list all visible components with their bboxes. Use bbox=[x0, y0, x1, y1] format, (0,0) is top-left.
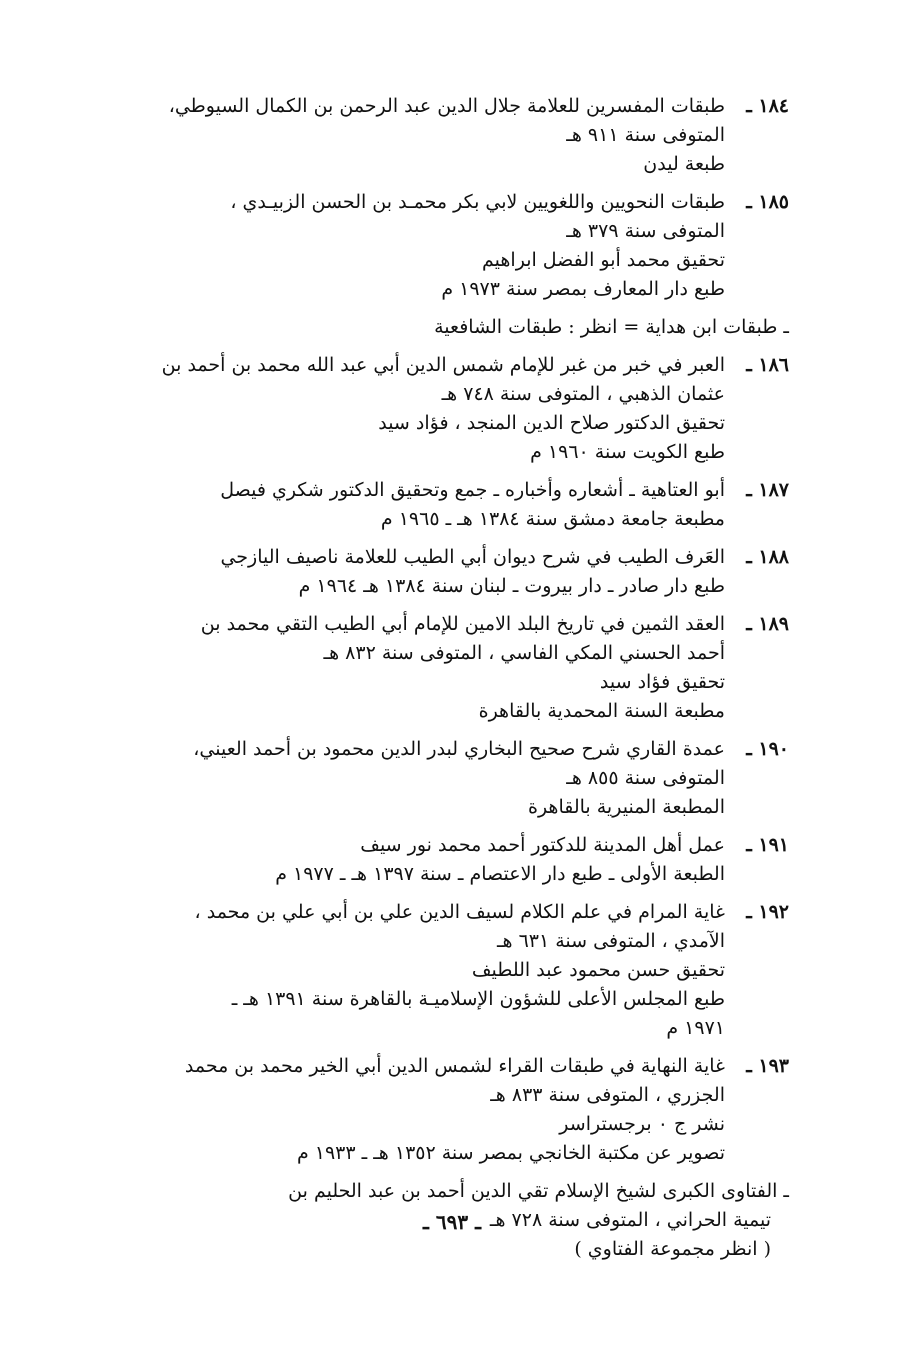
entry-detail-line: ١٩٧١ م bbox=[666, 1017, 725, 1039]
entry-title-line bbox=[109, 92, 789, 121]
bibliography-entry bbox=[109, 610, 789, 726]
entry-number: ١٩٣ ـ bbox=[746, 1055, 789, 1077]
bibliography-entry bbox=[109, 92, 789, 179]
entry-title-line bbox=[109, 898, 789, 927]
cross-reference-entry bbox=[109, 313, 789, 342]
bibliography-entry bbox=[109, 543, 789, 601]
entry-title: العَرف الطيب في شرح ديوان أبي الطيب للعلامة ناصيف اليازجي bbox=[220, 546, 725, 568]
bibliography-entry bbox=[109, 898, 789, 1043]
entry-title: عمدة القاري شرح صحيح البخاري لبدر الدين محمود بن أحمد العيني، bbox=[193, 738, 725, 760]
entry-number: ١٨٥ ـ bbox=[746, 191, 789, 213]
entry-detail-line: تحقيق حسن محمود عبد اللطيف bbox=[471, 959, 725, 981]
bibliography-entry bbox=[109, 188, 789, 304]
bibliography-entry bbox=[109, 476, 789, 534]
entry-title: أبو العتاهية ـ أشعاره وأخباره ـ جمع وتحقيق الدكتور شكري فيصل bbox=[220, 479, 725, 501]
entry-detail-line: المتوفى سنة ٣٧٩ هـ bbox=[566, 220, 725, 242]
page-number: ـ ٦٩٣ ـ bbox=[423, 1210, 481, 1234]
entry-title: غاية المرام في علم الكلام لسيف الدين علي بن أبي علي بن محمد ، bbox=[194, 901, 725, 923]
cross-reference-title: ـ طبقات ابن هداية = انظر : طبقات الشافعية bbox=[434, 316, 789, 338]
entry-title: عمل أهل المدينة للدكتور أحمد محمد نور سيف bbox=[360, 834, 725, 856]
entry-number: ١٨٩ ـ bbox=[746, 613, 789, 635]
entry-number: ١٨٤ ـ bbox=[746, 95, 789, 117]
entry-detail-line: الجزري ، المتوفى سنة ٨٣٣ هـ bbox=[490, 1084, 725, 1106]
entry-detail-line: طبع الكويت سنة ١٩٦٠ م bbox=[530, 441, 725, 463]
entry-title-line bbox=[109, 188, 789, 217]
entry-detail-line: تحقيق فؤاد سيد bbox=[599, 671, 725, 693]
cross-reference-title: ـ الفتاوى الكبرى لشيخ الإسلام تقي الدين أحمد بن عبد الحليم بن bbox=[288, 1180, 789, 1202]
entry-title: طبقات المفسرين للعلامة جلال الدين عبد الرحمن بن الكمال السيوطي، bbox=[168, 95, 725, 117]
cross-reference-line: ( انظر مجموعة الفتاوي ) bbox=[574, 1238, 771, 1260]
entry-title-line bbox=[109, 735, 789, 764]
cross-reference-line: تيمية الحراني ، المتوفى سنة ٧٢٨ هـ bbox=[489, 1209, 771, 1231]
entry-title-line bbox=[109, 351, 789, 380]
entry-number: ١٩٠ ـ bbox=[746, 738, 789, 760]
entry-detail-line: مطبعة جامعة دمشق سنة ١٣٨٤ هـ ـ ١٩٦٥ م bbox=[380, 508, 725, 530]
entry-detail-line: مطبعة السنة المحمدية بالقاهرة bbox=[478, 700, 725, 722]
entry-detail-line: طبعة ليدن bbox=[643, 153, 725, 175]
entry-title: العبر في خبر من غبر للإمام شمس الدين أبي عبد الله محمد بن أحمد بن bbox=[161, 354, 725, 376]
entry-detail-line: المطبعة المنيرية بالقاهرة bbox=[527, 796, 725, 818]
entry-number: ١٨٨ ـ bbox=[746, 546, 789, 568]
entry-number: ١٨٧ ـ bbox=[746, 479, 789, 501]
entry-title: العقد الثمين في تاريخ البلد الامين للإمام أبي الطيب التقي محمد بن bbox=[200, 613, 725, 635]
entry-title-line bbox=[109, 1052, 789, 1081]
entry-detail-line: المتوفى سنة ٨٥٥ هـ bbox=[566, 767, 725, 789]
entry-detail-line: الطبعة الأولى ـ طبع دار الاعتصام ـ سنة ١٣٩٧ هـ ـ ١٩٧٧ م bbox=[275, 863, 725, 885]
entry-detail-line: طبع دار صادر ـ دار بيروت ـ لبنان سنة ١٣٨٤ هـ ١٩٦٤ م bbox=[298, 575, 725, 597]
entry-number: ١٨٦ ـ bbox=[746, 354, 789, 376]
entry-title: غاية النهاية في طبقات القراء لشمس الدين أبي الخير محمد بن محمد bbox=[184, 1055, 725, 1077]
entry-number: ١٩١ ـ bbox=[746, 834, 789, 856]
entry-title-line bbox=[109, 831, 789, 860]
entry-number: ١٩٢ ـ bbox=[746, 901, 789, 923]
entry-title-line bbox=[109, 476, 789, 505]
entry-detail-line: الآمدي ، المتوفى سنة ٦٣١ هـ bbox=[496, 930, 725, 952]
entry-title-line bbox=[109, 543, 789, 572]
entry-detail-line: تصوير عن مكتبة الخانجي بمصر سنة ١٣٥٢ هـ ـ ١٩٣٣ م bbox=[296, 1142, 725, 1164]
entry-detail-line: تحقيق محمد أبو الفضل ابراهيم bbox=[482, 249, 725, 271]
entry-detail-line: عثمان الذهبي ، المتوفى سنة ٧٤٨ هـ bbox=[441, 383, 725, 405]
entry-detail-line: نشر ج ٠ برجستراسر bbox=[559, 1113, 725, 1135]
entry-detail-line: طبع دار المعارف بمصر سنة ١٩٧٣ م bbox=[441, 278, 725, 300]
bibliography-entry bbox=[109, 831, 789, 889]
entry-detail-line: تحقيق الدكتور صلاح الدين المنجد ، فؤاد سيد bbox=[378, 412, 725, 434]
entry-detail-line: أحمد الحسني المكي الفاسي ، المتوفى سنة ٨٣٢ هـ bbox=[323, 642, 725, 664]
entry-detail-line: المتوفى سنة ٩١١ هـ bbox=[566, 124, 725, 146]
bibliography-entry bbox=[109, 1052, 789, 1168]
entry-detail-line: طبع المجلس الأعلى للشؤون الإسلاميـة بالقاهرة سنة ١٣٩١ هـ ـ bbox=[231, 988, 725, 1010]
bibliography-entry bbox=[109, 351, 789, 467]
bibliography-list bbox=[109, 92, 789, 1273]
entry-title: طبقات النحويين واللغويين لابي بكر محمـد بن الحسن الزبيـدي ، bbox=[230, 191, 725, 213]
entry-title-line bbox=[109, 610, 789, 639]
bibliography-entry bbox=[109, 735, 789, 822]
